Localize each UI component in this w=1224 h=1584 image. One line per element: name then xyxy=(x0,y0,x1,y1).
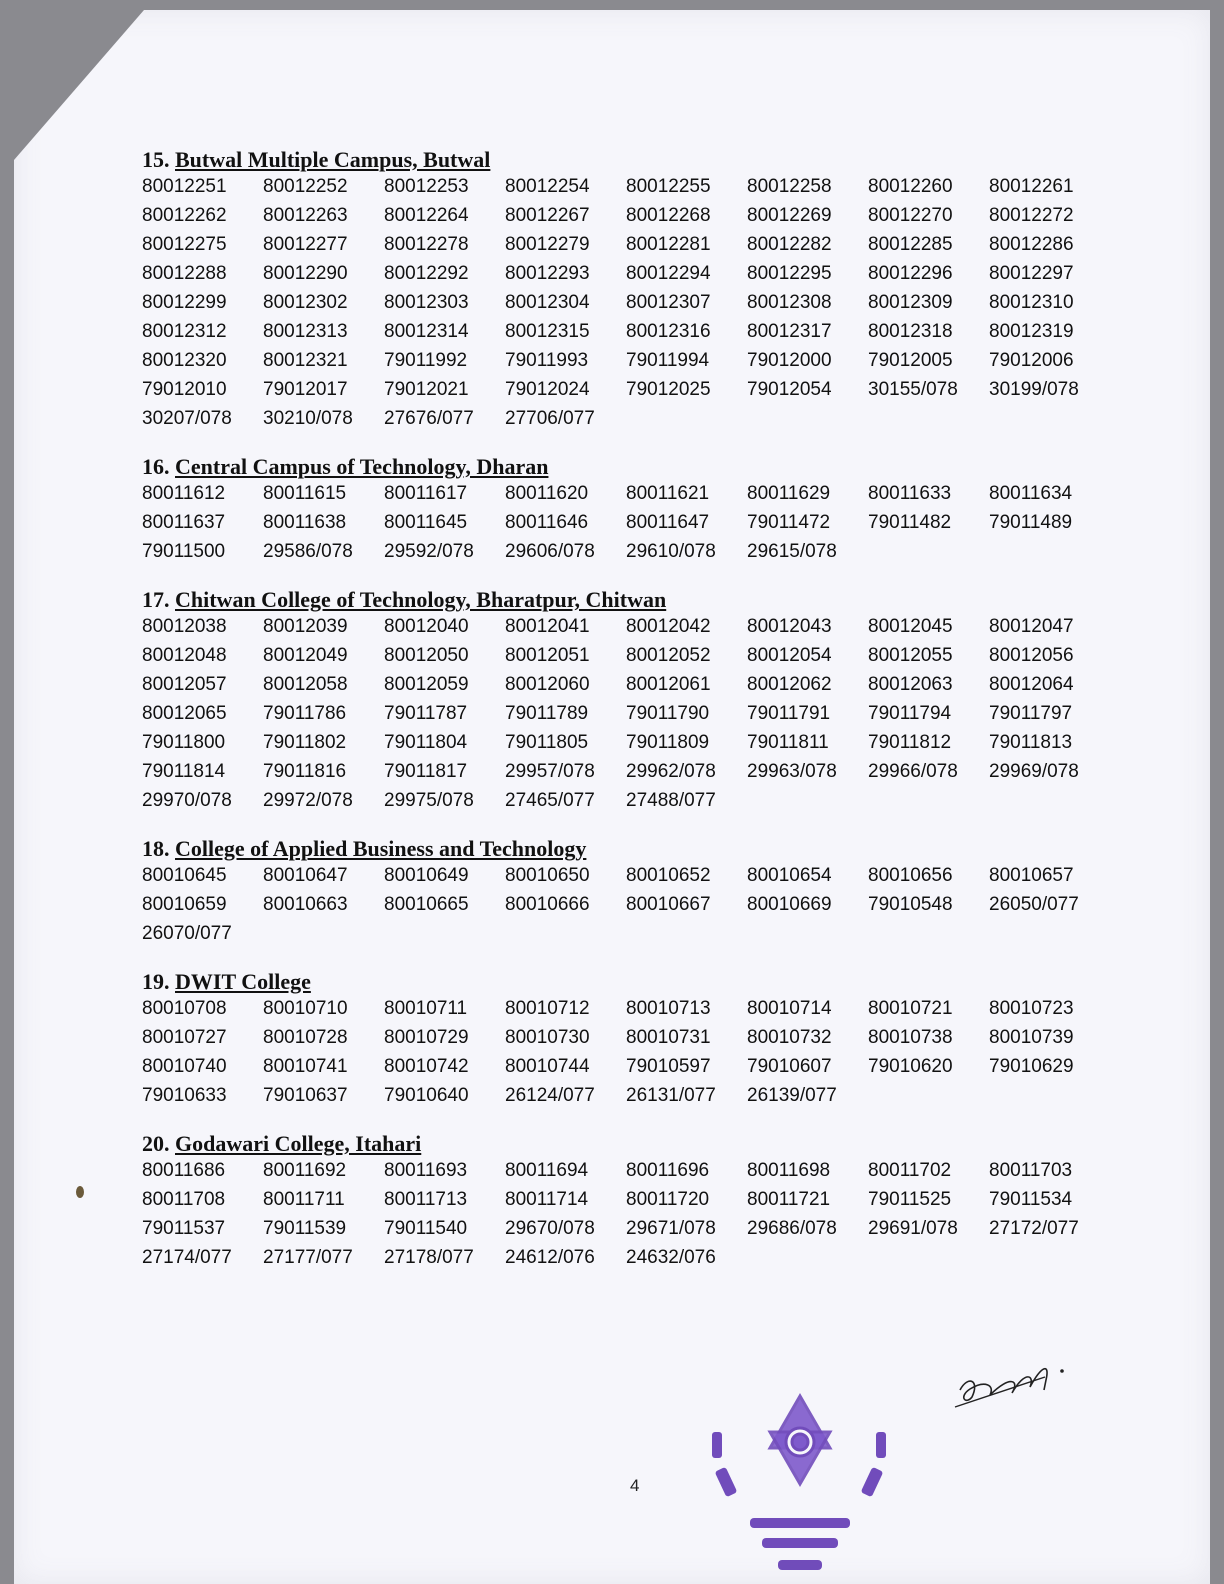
symbol-number: 79011813 xyxy=(989,732,1073,753)
symbol-number: 80011693 xyxy=(384,1160,468,1181)
college-name: Chitwan College of Technology, Bharatpur, Chitwan xyxy=(175,587,667,612)
symbol-number: 80012038 xyxy=(142,616,227,637)
symbol-number: 29970/078 xyxy=(142,790,232,811)
symbol-number: 29966/078 xyxy=(868,761,958,782)
college-name: Butwal Multiple Campus, Butwal xyxy=(175,147,491,172)
symbol-number: 79011804 xyxy=(384,732,468,753)
symbol-number: 79010637 xyxy=(263,1085,348,1106)
symbol-number: 79011789 xyxy=(505,703,589,724)
symbol-number: 80011720 xyxy=(626,1189,710,1210)
symbol-number: 80012063 xyxy=(868,674,953,695)
symbol-number: 80010649 xyxy=(384,865,469,886)
symbol-number: 26070/077 xyxy=(142,923,232,944)
symbol-number: 27488/077 xyxy=(626,790,716,811)
ink-speck xyxy=(76,1186,84,1198)
symbol-number: 79010640 xyxy=(384,1085,469,1106)
college-section xyxy=(142,970,1132,1108)
college-name: College of Applied Business and Technology xyxy=(175,836,587,861)
symbol-number: 80012047 xyxy=(989,616,1074,637)
symbol-number: 80010728 xyxy=(263,1027,348,1048)
symbol-number: 30155/078 xyxy=(868,379,958,400)
symbol-number-grid xyxy=(142,481,1132,564)
symbol-number: 79011805 xyxy=(505,732,589,753)
symbol-number: 80010663 xyxy=(263,894,348,915)
symbol-number: 80011617 xyxy=(384,483,468,504)
symbol-number: 80011638 xyxy=(263,512,347,533)
symbol-number: 79011500 xyxy=(142,541,226,562)
symbol-number: 80010708 xyxy=(142,998,227,1019)
college-heading xyxy=(142,970,1132,994)
symbol-number: 27706/077 xyxy=(505,408,595,429)
college-section xyxy=(142,455,1132,564)
symbol-number: 80012309 xyxy=(868,292,953,313)
symbol-number: 79012024 xyxy=(505,379,590,400)
symbol-number: 80012060 xyxy=(505,674,590,695)
symbol-number: 80011621 xyxy=(626,483,710,504)
symbol-number: 80012260 xyxy=(868,176,953,197)
symbol-number: 80010738 xyxy=(868,1027,953,1048)
symbol-number: 80012254 xyxy=(505,176,590,197)
symbol-number: 79011800 xyxy=(142,732,226,753)
symbol-number: 80012263 xyxy=(263,205,348,226)
symbol-number: 80012321 xyxy=(263,350,348,371)
symbol-number: 80010723 xyxy=(989,998,1074,1019)
symbol-number: 80010665 xyxy=(384,894,469,915)
symbol-number: 80012312 xyxy=(142,321,227,342)
symbol-number: 80010669 xyxy=(747,894,832,915)
symbol-number: 79011537 xyxy=(142,1218,226,1239)
symbol-number: 80012062 xyxy=(747,674,832,695)
symbol-number: 80010647 xyxy=(263,865,348,886)
symbol-number: 79011993 xyxy=(505,350,589,371)
symbol-number: 27178/077 xyxy=(384,1247,474,1268)
symbol-number: 79011994 xyxy=(626,350,710,371)
symbol-number: 80012261 xyxy=(989,176,1074,197)
symbol-number: 79011992 xyxy=(384,350,468,371)
symbol-number: 80012058 xyxy=(263,674,348,695)
symbol-number-grid xyxy=(142,614,1132,813)
symbol-number: 24612/076 xyxy=(505,1247,595,1268)
symbol-number: 27676/077 xyxy=(384,408,474,429)
college-heading xyxy=(142,1132,1132,1156)
symbol-number: 80011612 xyxy=(142,483,226,504)
symbol-number: 79011534 xyxy=(989,1189,1073,1210)
symbol-number: 80010721 xyxy=(868,998,953,1019)
symbol-number: 80012303 xyxy=(384,292,469,313)
symbol-number: 79011786 xyxy=(263,703,347,724)
symbol-number: 79011540 xyxy=(384,1218,468,1239)
symbol-number: 80012061 xyxy=(626,674,711,695)
symbol-number: 79011794 xyxy=(868,703,952,724)
symbol-number: 80010714 xyxy=(747,998,832,1019)
symbol-number: 80012304 xyxy=(505,292,590,313)
symbol-number: 79011482 xyxy=(868,512,952,533)
symbol-number: 29962/078 xyxy=(626,761,716,782)
symbol-number: 79010597 xyxy=(626,1056,711,1077)
symbol-number: 80010712 xyxy=(505,998,590,1019)
symbol-number-grid xyxy=(142,174,1132,431)
symbol-number: 80012288 xyxy=(142,263,227,284)
symbol-number: 80012308 xyxy=(747,292,832,313)
symbol-number: 27465/077 xyxy=(505,790,595,811)
symbol-number: 24632/076 xyxy=(626,1247,716,1268)
symbol-number: 80012292 xyxy=(384,263,469,284)
symbol-number: 30207/078 xyxy=(142,408,232,429)
symbol-number: 80012295 xyxy=(747,263,832,284)
symbol-number: 79011817 xyxy=(384,761,468,782)
symbol-number-grid xyxy=(142,1158,1132,1270)
symbol-number: 80012294 xyxy=(626,263,711,284)
symbol-number: 79012021 xyxy=(384,379,469,400)
symbol-number: 80011637 xyxy=(142,512,226,533)
symbol-number: 79012025 xyxy=(626,379,711,400)
symbol-number: 79012005 xyxy=(868,350,953,371)
symbol-number: 80012056 xyxy=(989,645,1074,666)
college-section xyxy=(142,837,1132,946)
symbol-number: 80012039 xyxy=(263,616,348,637)
college-heading xyxy=(142,837,1132,861)
college-section xyxy=(142,1132,1132,1270)
symbol-number: 79012017 xyxy=(263,379,348,400)
symbol-number: 80012277 xyxy=(263,234,348,255)
symbol-number: 80012255 xyxy=(626,176,711,197)
symbol-number: 79011814 xyxy=(142,761,226,782)
symbol-number: 29691/078 xyxy=(868,1218,958,1239)
symbol-number: 79011797 xyxy=(989,703,1073,724)
symbol-number: 80012299 xyxy=(142,292,227,313)
symbol-number: 80010742 xyxy=(384,1056,469,1077)
symbol-number: 80012252 xyxy=(263,176,348,197)
symbol-number: 80012059 xyxy=(384,674,469,695)
symbol-number: 79011816 xyxy=(263,761,347,782)
symbol-number: 80010713 xyxy=(626,998,711,1019)
symbol-number: 80012278 xyxy=(384,234,469,255)
symbol-number: 26131/077 xyxy=(626,1085,716,1106)
symbol-number: 27172/077 xyxy=(989,1218,1079,1239)
symbol-number: 80012317 xyxy=(747,321,832,342)
symbol-number: 80012302 xyxy=(263,292,348,313)
college-name: Godawari College, Itahari xyxy=(175,1131,422,1156)
symbol-number: 79011811 xyxy=(747,732,829,753)
symbol-number: 26139/077 xyxy=(747,1085,837,1106)
college-number: 19. xyxy=(142,969,170,994)
symbol-number: 30210/078 xyxy=(263,408,353,429)
college-name: DWIT College xyxy=(175,969,311,994)
symbol-number: 29670/078 xyxy=(505,1218,595,1239)
symbol-number: 79012054 xyxy=(747,379,832,400)
symbol-number: 26050/077 xyxy=(989,894,1079,915)
symbol-number: 29963/078 xyxy=(747,761,837,782)
symbol-number: 29957/078 xyxy=(505,761,595,782)
symbol-number: 80010732 xyxy=(747,1027,832,1048)
symbol-number: 79011525 xyxy=(868,1189,952,1210)
symbol-number: 79012010 xyxy=(142,379,227,400)
symbol-number: 80010740 xyxy=(142,1056,227,1077)
symbol-number: 79011802 xyxy=(263,732,347,753)
symbol-number: 80011686 xyxy=(142,1160,226,1181)
symbol-number: 79011539 xyxy=(263,1218,347,1239)
symbol-number: 80010652 xyxy=(626,865,711,886)
symbol-number: 80010730 xyxy=(505,1027,590,1048)
symbol-number: 79010620 xyxy=(868,1056,953,1077)
symbol-number: 30199/078 xyxy=(989,379,1079,400)
symbol-number: 80011692 xyxy=(263,1160,347,1181)
symbol-number: 79011790 xyxy=(626,703,710,724)
symbol-number: 29671/078 xyxy=(626,1218,716,1239)
symbol-number: 79011787 xyxy=(384,703,468,724)
symbol-number: 79012000 xyxy=(747,350,832,371)
symbol-number: 80012270 xyxy=(868,205,953,226)
symbol-number: 80011696 xyxy=(626,1160,710,1181)
symbol-number: 80012293 xyxy=(505,263,590,284)
symbol-number: 79011812 xyxy=(868,732,952,753)
college-number: 15. xyxy=(142,147,170,172)
symbol-number: 80011702 xyxy=(868,1160,952,1181)
symbol-number: 29586/078 xyxy=(263,541,353,562)
symbol-number: 80012253 xyxy=(384,176,469,197)
symbol-number: 80010710 xyxy=(263,998,348,1019)
symbol-number: 80012050 xyxy=(384,645,469,666)
symbol-number: 80010711 xyxy=(384,998,468,1019)
symbol-number: 80010741 xyxy=(263,1056,348,1077)
symbol-number: 80012281 xyxy=(626,234,711,255)
symbol-number: 27174/077 xyxy=(142,1247,232,1268)
symbol-number: 80012048 xyxy=(142,645,227,666)
college-heading xyxy=(142,455,1132,479)
symbol-number: 29592/078 xyxy=(384,541,474,562)
symbol-number: 29975/078 xyxy=(384,790,474,811)
symbol-number: 80012052 xyxy=(626,645,711,666)
symbol-number: 80010731 xyxy=(626,1027,711,1048)
symbol-number: 79011791 xyxy=(747,703,831,724)
symbol-number: 80011698 xyxy=(747,1160,831,1181)
symbol-number: 80012307 xyxy=(626,292,711,313)
symbol-number: 80011629 xyxy=(747,483,831,504)
office-seal-icon xyxy=(690,1388,910,1584)
symbol-number: 80012057 xyxy=(142,674,227,695)
page-number: 4 xyxy=(630,1476,640,1495)
symbol-number: 79011489 xyxy=(989,512,1073,533)
symbol-number: 80012049 xyxy=(263,645,348,666)
symbol-number: 79010633 xyxy=(142,1085,227,1106)
symbol-number: 79010607 xyxy=(747,1056,832,1077)
college-section xyxy=(142,588,1132,813)
symbol-number: 80012272 xyxy=(989,205,1074,226)
symbol-number: 79010548 xyxy=(868,894,953,915)
symbol-number: 29610/078 xyxy=(626,541,716,562)
symbol-number: 29969/078 xyxy=(989,761,1079,782)
college-number: 17. xyxy=(142,587,170,612)
symbol-number: 80012041 xyxy=(505,616,590,637)
symbol-number: 29606/078 xyxy=(505,541,595,562)
symbol-number: 79010629 xyxy=(989,1056,1074,1077)
symbol-number: 80010667 xyxy=(626,894,711,915)
symbol-number: 80012258 xyxy=(747,176,832,197)
symbol-number: 80012290 xyxy=(263,263,348,284)
symbol-number: 80012054 xyxy=(747,645,832,666)
symbol-number: 80010729 xyxy=(384,1027,469,1048)
college-number: 20. xyxy=(142,1131,170,1156)
symbol-number: 80012318 xyxy=(868,321,953,342)
symbol-number: 80010739 xyxy=(989,1027,1074,1048)
symbol-number: 80011711 xyxy=(263,1189,345,1210)
symbol-number: 80012268 xyxy=(626,205,711,226)
signature-icon xyxy=(950,1345,1080,1415)
symbol-number: 80012064 xyxy=(989,674,1074,695)
symbol-number: 80010744 xyxy=(505,1056,590,1077)
symbol-number: 80012051 xyxy=(505,645,590,666)
symbol-number: 80012296 xyxy=(868,263,953,284)
symbol-number: 80012269 xyxy=(747,205,832,226)
symbol-number: 80011713 xyxy=(384,1189,468,1210)
folded-corner xyxy=(14,10,144,160)
symbol-number-grid xyxy=(142,863,1132,946)
symbol-number: 80011703 xyxy=(989,1160,1073,1181)
symbol-number: 80011708 xyxy=(142,1189,226,1210)
symbol-number: 80011721 xyxy=(747,1189,831,1210)
symbol-number: 80012319 xyxy=(989,321,1074,342)
symbol-number: 80012315 xyxy=(505,321,590,342)
symbol-number: 79012006 xyxy=(989,350,1074,371)
college-number: 18. xyxy=(142,836,170,861)
symbol-number-grid xyxy=(142,996,1132,1108)
symbol-number: 80012045 xyxy=(868,616,953,637)
symbol-number: 80012040 xyxy=(384,616,469,637)
symbol-number: 80011646 xyxy=(505,512,589,533)
symbol-number: 26124/077 xyxy=(505,1085,595,1106)
symbol-number: 80012313 xyxy=(263,321,348,342)
college-number: 16. xyxy=(142,454,170,479)
symbol-number: 80012065 xyxy=(142,703,227,724)
symbol-number: 80010657 xyxy=(989,865,1074,886)
symbol-number: 79011809 xyxy=(626,732,710,753)
symbol-number: 80012310 xyxy=(989,292,1074,313)
symbol-number: 80011615 xyxy=(263,483,347,504)
symbol-number: 79011472 xyxy=(747,512,831,533)
symbol-number: 80012275 xyxy=(142,234,227,255)
symbol-number: 80012282 xyxy=(747,234,832,255)
symbol-number: 80011714 xyxy=(505,1189,589,1210)
college-heading xyxy=(142,148,1132,172)
symbol-number: 80011633 xyxy=(868,483,952,504)
symbol-number: 27177/077 xyxy=(263,1247,353,1268)
symbol-number: 80012297 xyxy=(989,263,1074,284)
symbol-number: 80010727 xyxy=(142,1027,227,1048)
college-section xyxy=(142,148,1132,431)
symbol-number: 80012267 xyxy=(505,205,590,226)
symbol-number: 80012251 xyxy=(142,176,227,197)
symbol-number: 80012043 xyxy=(747,616,832,637)
symbol-number: 80010666 xyxy=(505,894,590,915)
symbol-number: 80012320 xyxy=(142,350,227,371)
symbol-number: 29972/078 xyxy=(263,790,353,811)
symbol-number: 80010645 xyxy=(142,865,227,886)
college-heading xyxy=(142,588,1132,612)
symbol-number: 80012316 xyxy=(626,321,711,342)
symbol-number: 80011620 xyxy=(505,483,589,504)
symbol-number: 80012262 xyxy=(142,205,227,226)
symbol-number: 80012279 xyxy=(505,234,590,255)
symbol-number: 80010650 xyxy=(505,865,590,886)
symbol-number: 80012314 xyxy=(384,321,469,342)
symbol-number: 80010656 xyxy=(868,865,953,886)
symbol-number: 80011634 xyxy=(989,483,1073,504)
symbol-number: 80012264 xyxy=(384,205,469,226)
symbol-number: 80011645 xyxy=(384,512,468,533)
symbol-number: 80012042 xyxy=(626,616,711,637)
symbol-number: 29686/078 xyxy=(747,1218,837,1239)
symbol-number: 80010654 xyxy=(747,865,832,886)
symbol-number: 29615/078 xyxy=(747,541,837,562)
symbol-number: 80012286 xyxy=(989,234,1074,255)
college-name: Central Campus of Technology, Dharan xyxy=(175,454,549,479)
symbol-number: 80012055 xyxy=(868,645,953,666)
results-list xyxy=(142,148,1132,1294)
symbol-number: 80012285 xyxy=(868,234,953,255)
symbol-number: 80011647 xyxy=(626,512,710,533)
symbol-number: 80011694 xyxy=(505,1160,589,1181)
symbol-number: 80010659 xyxy=(142,894,227,915)
